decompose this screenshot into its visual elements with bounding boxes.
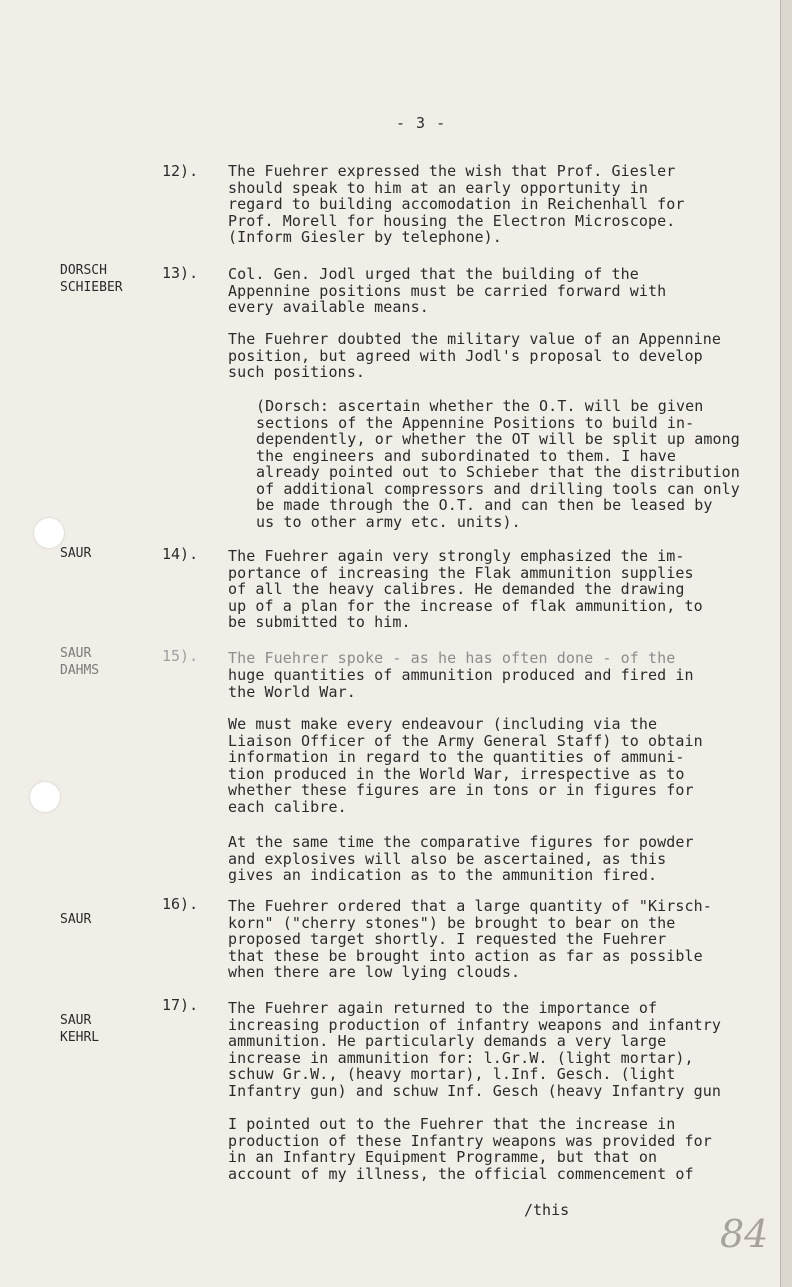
page-edge bbox=[780, 0, 792, 1287]
item-15-paragraph-2: huge quantities of ammunition produced and fired in the World War. bbox=[228, 666, 694, 701]
margin-names-13: DORSCH SCHIEBER bbox=[60, 263, 123, 295]
pencil-page-note: 84 bbox=[720, 1212, 769, 1256]
punch-hole-bottom bbox=[30, 782, 60, 812]
margin-names-16: SAUR bbox=[60, 912, 92, 927]
punch-hole-top bbox=[34, 518, 64, 548]
item-15-paragraph-1: The Fuehrer spoke - as he has often done - of the bbox=[228, 649, 676, 667]
item-number-16: 16). bbox=[162, 895, 199, 913]
item-number-15: 15). bbox=[162, 647, 199, 665]
page-number: - 3 - bbox=[396, 114, 447, 132]
margin-names-17: SAUR KEHRL bbox=[60, 1013, 100, 1045]
item-number-14: 14). bbox=[162, 545, 199, 563]
item-15-paragraph-4: At the same time the comparative figures for powder and explosives will also be ascertained, as this gives an indication as to the ammunition fired. bbox=[228, 833, 694, 884]
item-number-17: 17). bbox=[162, 996, 199, 1014]
item-17-paragraph-1: The Fuehrer again returned to the importance of increasing production of infantry weapons and infantry ammunition. He particularly demands a very large increase in ammunition for: l.Gr.W. (light mortar), schuw Gr.W., (heavy mortar), l.Inf. Gesch. (light Infantry gun) and schuw Inf. Gesch (heavy Infantry gun bbox=[228, 999, 722, 1100]
item-15-paragraph-3: We must make every endeavour (including via the Liaison Officer of the Army General Staff) to obtain information in regard to the quantities of ammuni- tion produced in the World War, irrespective as to whether these figures are in tons or in figures for each calibre. bbox=[228, 715, 703, 816]
item-17-paragraph-2: I pointed out to the Fuehrer that the increase in production of these Infantry weapons was provided for in an Infantry Equipment Programme, but that on account of my illness, the official commencement of bbox=[228, 1115, 712, 1183]
item-14-paragraph-1: The Fuehrer again very strongly emphasized the im- portance of increasing the Flak ammunition supplies of all the heavy calibres. He demanded the drawing up of a plan for the increase of flak ammunition, to be submitted to him. bbox=[228, 547, 703, 631]
margin-names-14: SAUR bbox=[60, 546, 92, 561]
item-number-13: 13). bbox=[162, 264, 199, 282]
item-13-paragraph-1: Col. Gen. Jodl urged that the building of the Appennine positions must be carried forward with every available means. bbox=[228, 265, 667, 316]
continuation-word: /this bbox=[524, 1201, 570, 1219]
margin-names-15: SAUR DAHMS bbox=[60, 646, 100, 678]
item-16-paragraph-1: The Fuehrer ordered that a large quantity of "Kirsch- korn" ("cherry stones") be brought to bear on the proposed target shortly. I requested the Fuehrer that these be brought into action as far as possible when there are low lying clouds. bbox=[228, 897, 712, 981]
item-number-12: 12). bbox=[162, 162, 199, 180]
item-13-paragraph-2: The Fuehrer doubted the military value of an Appennine position, but agreed with Jodl's proposal to develop such positions. bbox=[228, 330, 722, 381]
item-13-paragraph-3: (Dorsch: ascertain whether the O.T. will be given sections of the Appennine Positions to build in- dependently, or whether the OT will be split up among the engineers and subordinated to them. I have already pointed out to Schieber that the distribution of additional compressors and drilling tools can only be made through the O.T. and can then be leased by us to other army etc. units). bbox=[256, 397, 740, 531]
item-12-paragraph-1: The Fuehrer expressed the wish that Prof. Giesler should speak to him at an early opportunity in regard to building accomodation in Reichenhall for Prof. Morell for housing the Electron Microscope. (Inform Giesler by telephone). bbox=[228, 162, 685, 246]
